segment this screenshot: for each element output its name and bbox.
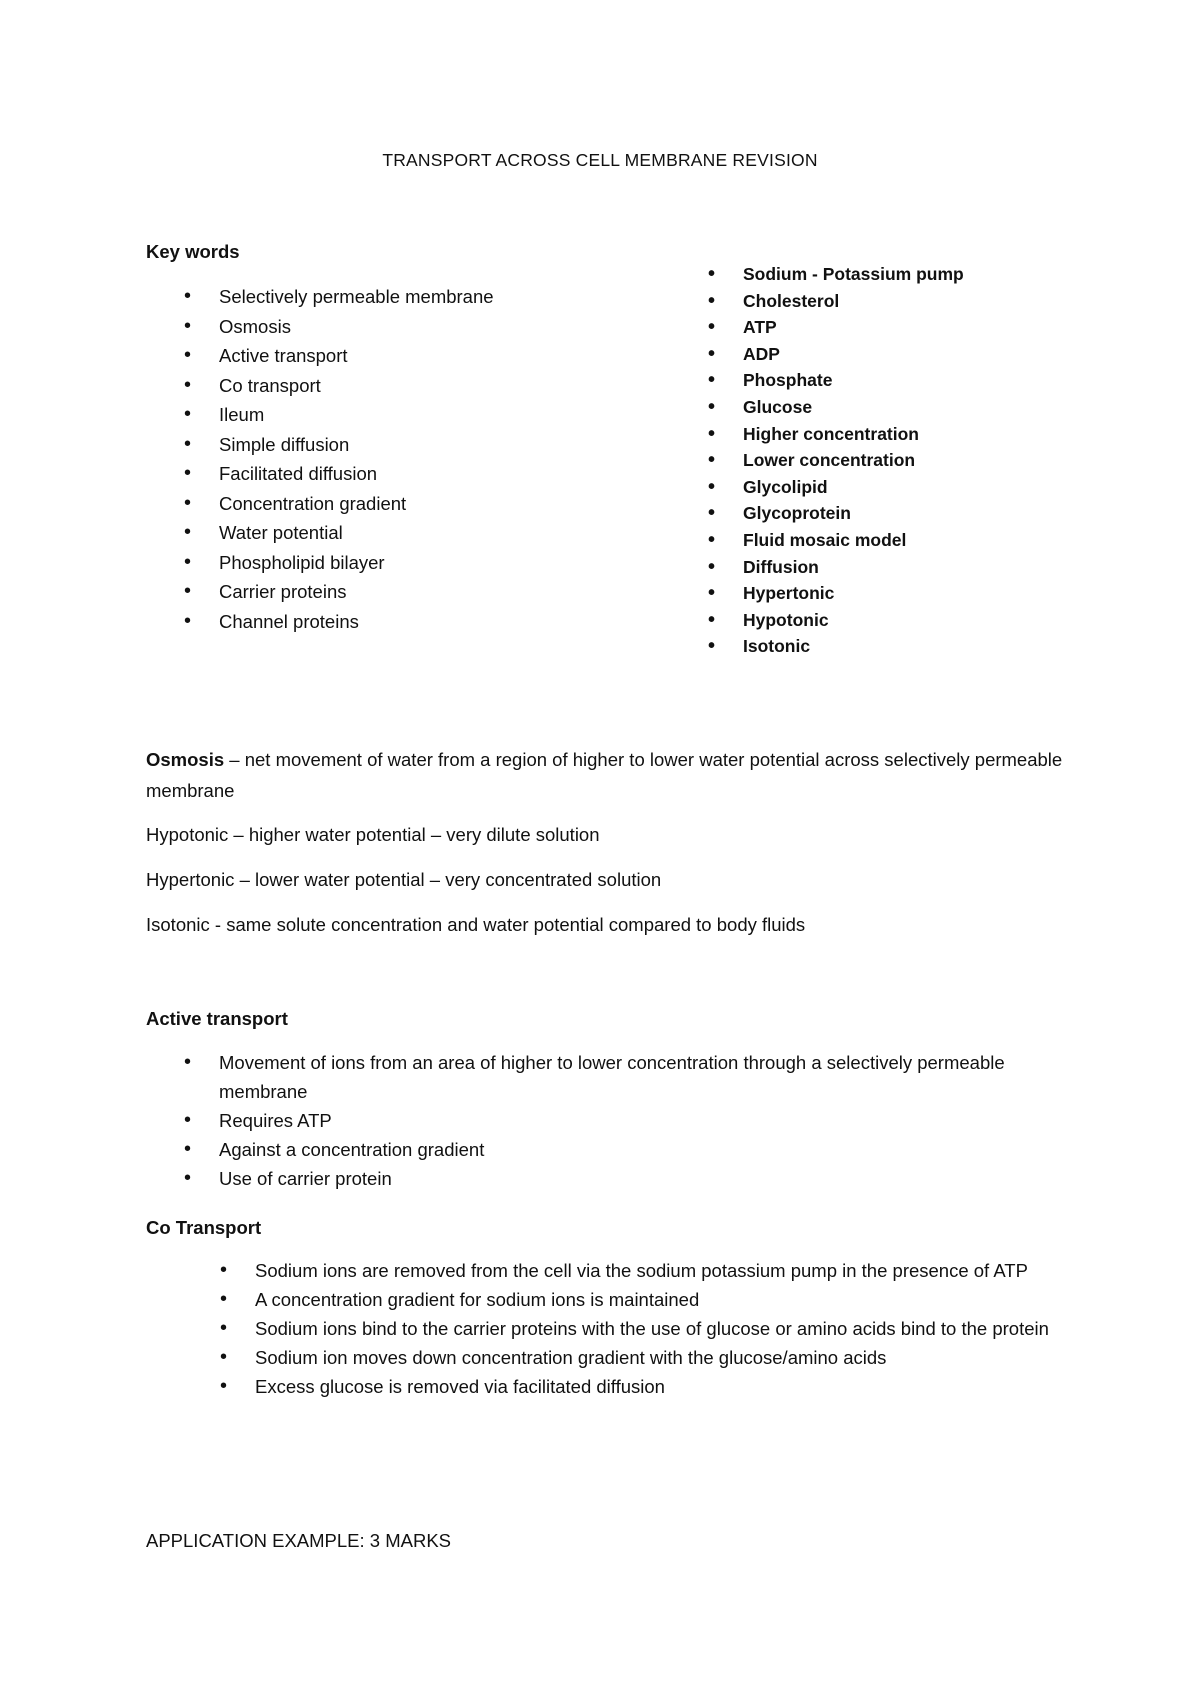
key-word-item: • Glycoprotein <box>670 500 1090 527</box>
key-word-item: • Ileum <box>146 400 666 430</box>
key-word-item: • Cholesterol <box>670 288 1090 315</box>
osmosis-term: Osmosis <box>146 749 225 770</box>
active-transport-heading: Active transport <box>146 1008 288 1029</box>
key-word-item: • Phospholipid bilayer <box>146 548 666 578</box>
co-transport-item: • Sodium ions are removed from the cell via the sodium potassium pump in the presence of ATP <box>146 1256 1066 1285</box>
key-word-item: • Glycolipid <box>670 474 1090 501</box>
osmosis-definition <box>146 744 1076 806</box>
key-word-item: • Diffusion <box>670 554 1090 581</box>
co-transport-list <box>146 1256 1066 1401</box>
co-transport-item: • Excess glucose is removed via facilitated diffusion <box>146 1372 1066 1401</box>
key-word-item: • Lower concentration <box>670 447 1090 474</box>
key-word-item: • Selectively permeable membrane <box>146 282 666 312</box>
key-word-item: • Concentration gradient <box>146 489 666 519</box>
key-word-item: • Sodium - Potassium pump <box>670 261 1090 288</box>
key-word-item: • Higher concentration <box>670 421 1090 448</box>
key-words-left-list <box>146 282 666 636</box>
co-transport-item: • Sodium ions bind to the carrier proteins with the use of glucose or amino acids bind to the protein <box>146 1314 1066 1343</box>
page-title: TRANSPORT ACROSS CELL MEMBRANE REVISION <box>382 150 818 170</box>
key-word-item: • Channel proteins <box>146 607 666 637</box>
key-word-item: • Simple diffusion <box>146 430 666 460</box>
co-transport-heading: Co Transport <box>146 1217 262 1238</box>
key-word-item: • Active transport <box>146 341 666 371</box>
key-word-item: • Fluid mosaic model <box>670 527 1090 554</box>
co-transport-item: • A concentration gradient for sodium ions is maintained <box>146 1285 1066 1314</box>
isotonic-definition: Isotonic - same solute concentration and water potential compared to body fluids <box>146 914 806 935</box>
application-example: APPLICATION EXAMPLE: 3 MARKS <box>146 1530 451 1551</box>
key-word-item: • Co transport <box>146 371 666 401</box>
key-word-item: • Phosphate <box>670 367 1090 394</box>
active-transport-item: • Movement of ions from an area of higher to lower concentration through a selectively permeable membrane <box>146 1048 1026 1106</box>
co-transport-item: • Sodium ion moves down concentration gradient with the glucose/amino acids <box>146 1343 1066 1372</box>
osmosis-definition-text: – net movement of water from a region of higher to lower water potential across selectively permeable membrane <box>146 749 1063 801</box>
key-word-item: • Hypertonic <box>670 580 1090 607</box>
key-word-item: • ATP <box>670 314 1090 341</box>
osmosis-section <box>146 744 1076 939</box>
key-word-item: • Hypotonic <box>670 607 1090 634</box>
active-transport-item: • Use of carrier protein <box>146 1164 1026 1193</box>
key-word-item: • Glucose <box>670 394 1090 421</box>
key-word-item: • Carrier proteins <box>146 577 666 607</box>
active-transport-item: • Against a concentration gradient <box>146 1135 1026 1164</box>
key-word-item: • Water potential <box>146 518 666 548</box>
key-word-item: • Facilitated diffusion <box>146 459 666 489</box>
key-words-heading: Key words <box>146 241 240 262</box>
active-transport-item: • Requires ATP <box>146 1106 1026 1135</box>
hypotonic-definition: Hypotonic – higher water potential – very dilute solution <box>146 824 600 845</box>
hypertonic-definition: Hypertonic – lower water potential – very concentrated solution <box>146 869 662 890</box>
key-words-right-list <box>670 261 1090 660</box>
key-word-item: • ADP <box>670 341 1090 368</box>
key-word-item: • Osmosis <box>146 312 666 342</box>
active-transport-list <box>146 1048 1026 1193</box>
key-word-item: • Isotonic <box>670 633 1090 660</box>
